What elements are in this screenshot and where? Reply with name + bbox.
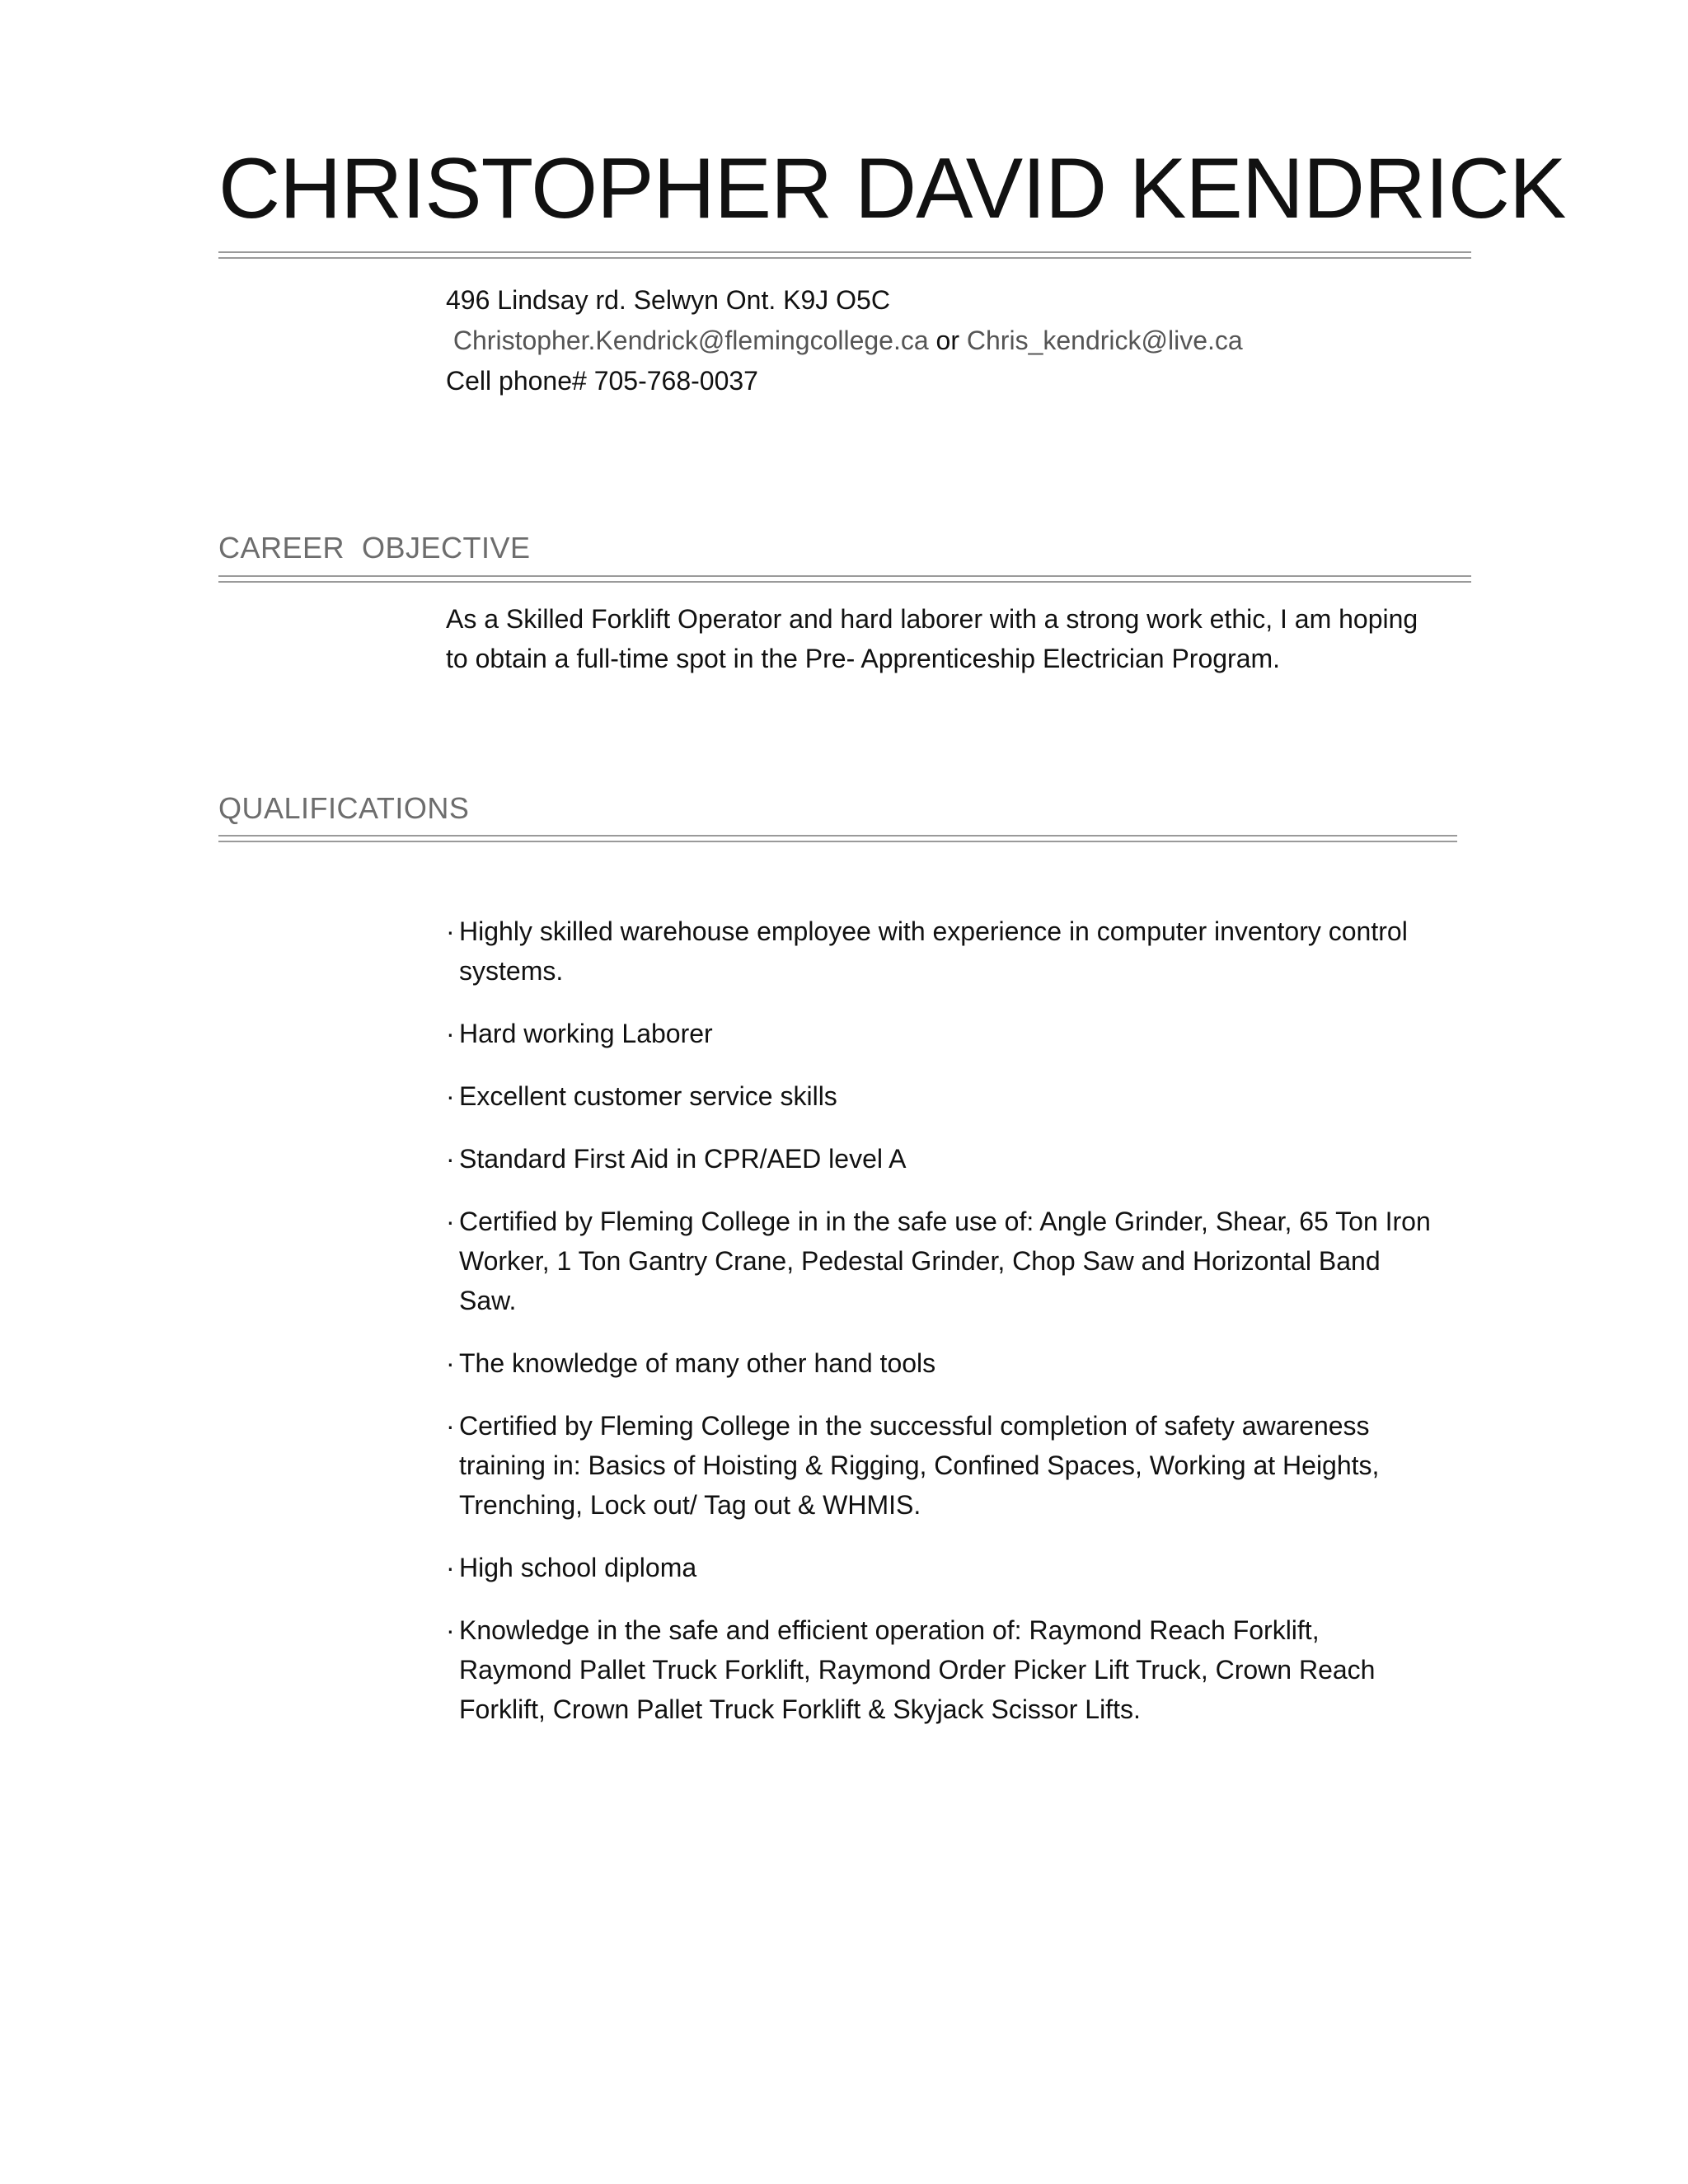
qualifications-divider: [218, 835, 1457, 842]
qualification-text: The knowledge of many other hand tools: [459, 1348, 936, 1378]
resume-name: CHRISTOPHER DAVID KENDRICK: [218, 141, 1566, 237]
qualification-item: [446, 912, 1435, 991]
address-line: 496 Lindsay rd. Selwyn Ont. K9J O5C: [446, 285, 890, 315]
email-or-text: or: [935, 326, 959, 355]
career-objective-heading: CAREER OBJECTIVE: [218, 531, 531, 565]
email-primary-link[interactable]: Christopher.Kendrick@flemingcollege.ca: [452, 326, 929, 355]
email-line: [446, 321, 1243, 361]
bullet-icon: ·: [446, 1553, 455, 1582]
career-objective-text: As a Skilled Forklift Operator and hard laborer with a strong work ethic, I am hoping to obtain a full-time spot in the Pre- Apprenticeship Electrician Program.: [446, 604, 1418, 673]
bullet-icon: ·: [446, 1348, 455, 1378]
qualifications-heading: QUALIFICATIONS: [218, 791, 470, 825]
qualification-item: [446, 1139, 1435, 1179]
bullet-icon: ·: [446, 1207, 455, 1236]
qualification-item: [446, 1406, 1435, 1525]
name-divider: [218, 251, 1471, 259]
email-secondary-link[interactable]: Chris_kendrick@live.ca: [966, 326, 1243, 355]
bullet-icon: ·: [446, 1144, 455, 1174]
qualification-item: [446, 1014, 1435, 1053]
qualifications-list: [446, 912, 1435, 1752]
qualification-text: Knowledge in the safe and efficient operation of: Raymond Reach Forklift, Raymond Pallet Truck Forklift, Raymond Order Picker Lift Truck, Crown Reach Forklift, Crown Pallet Truck Forklift & Skyjack Scissor Lifts.: [459, 1615, 1376, 1724]
qualification-text: Excellent customer service skills: [459, 1081, 837, 1111]
qualification-text: Certified by Fleming College in in the safe use of: Angle Grinder, Shear, 65 Ton Iron Worker, 1 Ton Gantry Crane, Pedestal Grinder, Chop Saw and Horizontal Band Saw.: [459, 1207, 1431, 1315]
qualification-item: [446, 1610, 1435, 1729]
contact-block: [446, 280, 1243, 401]
qualification-text: Standard First Aid in CPR/AED level A: [459, 1144, 907, 1174]
bullet-icon: ·: [446, 1081, 455, 1111]
qualification-item: [446, 1548, 1435, 1587]
phone-line: Cell phone# 705-768-0037: [446, 366, 758, 396]
qualification-text: Highly skilled warehouse employee with experience in computer inventory control systems.: [459, 916, 1408, 986]
qualification-text: Certified by Fleming College in the successful completion of safety awareness training in: Basics of Hoisting & Rigging, Confined Spaces, Working at Heights, Trenching, Lock out/ Tag out & WHMIS.: [459, 1411, 1380, 1520]
career-objective-divider: [218, 575, 1471, 583]
bullet-icon: ·: [446, 916, 455, 946]
qualification-item: [446, 1076, 1435, 1116]
bullet-icon: ·: [446, 1411, 455, 1441]
qualification-item: [446, 1343, 1435, 1383]
qualification-item: [446, 1202, 1435, 1320]
bullet-icon: ·: [446, 1615, 455, 1645]
qualification-text: Hard working Laborer: [459, 1019, 713, 1048]
qualification-text: High school diploma: [459, 1553, 697, 1582]
bullet-icon: ·: [446, 1019, 455, 1048]
